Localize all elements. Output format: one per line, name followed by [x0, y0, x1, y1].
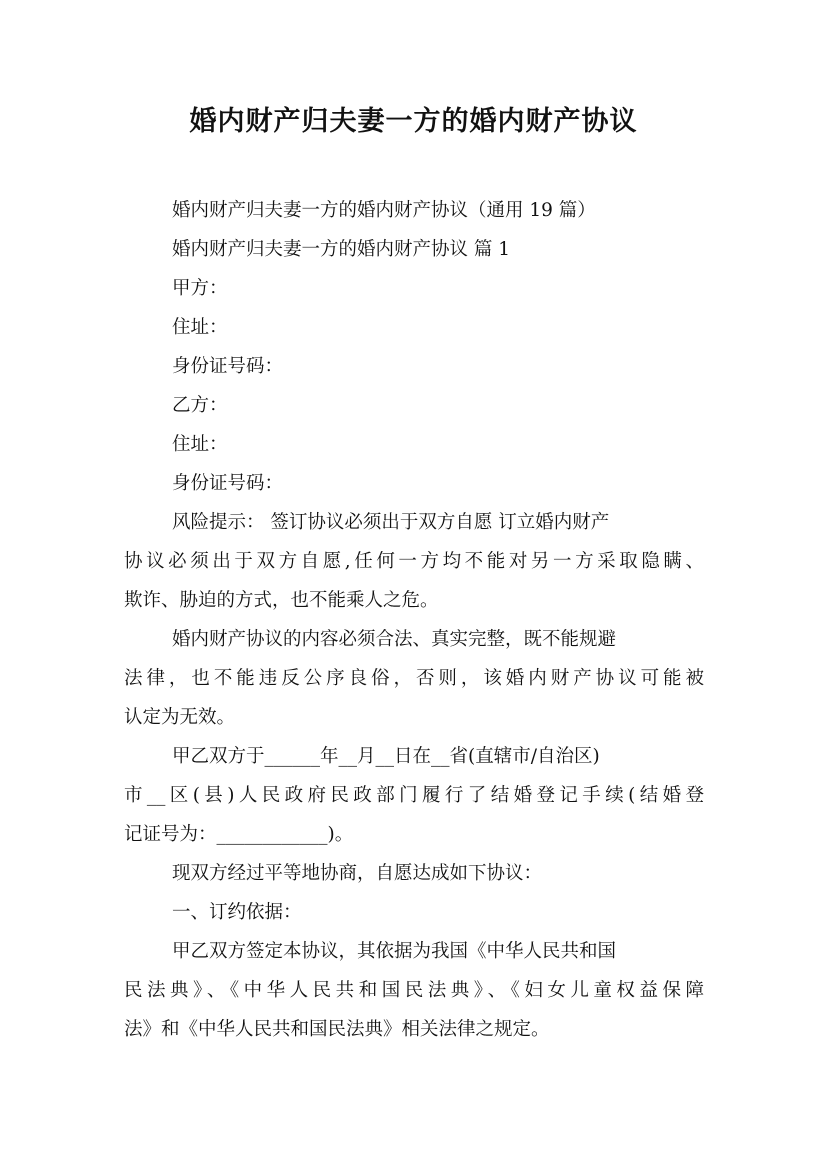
id-number-b-label: 身份证号码： [172, 473, 284, 494]
marriage-registration-paragraph [124, 737, 704, 854]
paragraph-line: 协议必须出于双方自愿,任何一方均不能对另一方采取隐瞒、 [124, 551, 704, 572]
paragraph-line: 市__区(县)人民政府民政部门履行了结婚登记手续(结婚登 [124, 785, 704, 806]
part-heading: 婚内财产归夫妻一方的婚内财产协议 篇 1 [172, 239, 511, 260]
paragraph-line: 记证号为：____________)。 [124, 824, 354, 845]
document-body [124, 191, 704, 1049]
party-a-label: 甲方： [172, 278, 228, 299]
agreement-line: 现双方经过平等地协商，自愿达成如下协议： [172, 863, 543, 884]
paragraph-line: 甲乙双方签定本协议，其依据为我国《中华人民共和国 [172, 941, 617, 962]
paragraph-line: 法律，也不能违反公序良俗，否则，该婚内财产协议可能被 [124, 668, 704, 689]
legal-basis-paragraph [124, 932, 704, 1049]
section-one-heading: 一、订约依据： [172, 902, 302, 923]
address-b-label: 住址： [172, 434, 228, 455]
paragraph-line: 风险提示： 签订协议必须出于双方自愿 订立婚内财产 [172, 512, 610, 533]
document-title: 婚内财产归夫妻一方的婚内财产协议 [189, 106, 638, 137]
id-number-a-label: 身份证号码： [172, 356, 284, 377]
risk-warning-paragraph [124, 503, 704, 620]
legality-paragraph [124, 620, 704, 737]
paragraph-line: 欺诈、胁迫的方式，也不能乘人之危。 [124, 590, 439, 611]
paragraph-line: 法》和《中华人民共和国民法典》相关法律之规定。 [124, 1019, 550, 1040]
paragraph-line: 婚内财产协议的内容必须合法、真实完整，既不能规避 [172, 629, 617, 650]
paragraph-line: 认定为无效。 [124, 707, 236, 728]
address-a-label: 住址： [172, 317, 228, 338]
party-b-label: 乙方： [172, 395, 228, 416]
subtitle-line: 婚内财产归夫妻一方的婚内财产协议（通用 19 篇） [172, 200, 596, 221]
paragraph-line: 民法典》、《中华人民共和国民法典》、《妇女儿童权益保障 [124, 980, 704, 1001]
paragraph-line: 甲乙双方于______年__月__日在__省(直辖市/自治区) [172, 746, 600, 767]
